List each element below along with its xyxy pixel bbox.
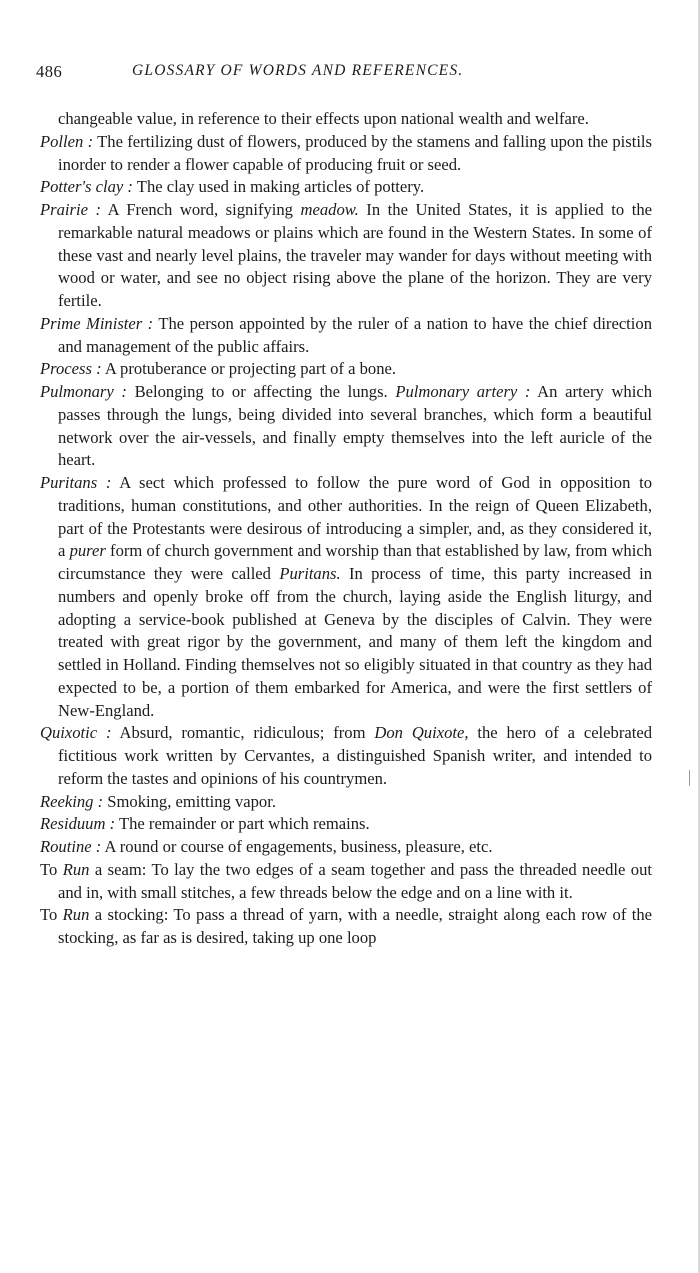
- entry-emphasis: Puritans.: [279, 564, 341, 583]
- glossary-body: [40, 108, 652, 950]
- entry-definition: The clay used in making articles of pottery.: [132, 177, 425, 197]
- entry-definition: A sect which professed to follow the pure word of God in opposition to traditions, human constitutions, and other authorities. In the reign of Queen Elizabeth, part of the Protestants were desirous of introducing a simpler, and, as they considered it, a: [58, 473, 653, 561]
- running-head: GLOSSARY OF WORDS AND REFERENCES.: [132, 62, 464, 79]
- entry-definition-cont: form of church government and worship than that established by law, from which circumstance they were called: [58, 541, 652, 583]
- entry-term: Quixotic :: [40, 723, 112, 743]
- entry-emphasis: meadow.: [300, 200, 359, 219]
- page-number: 486: [36, 62, 63, 81]
- glossary-entry-reeking: [40, 791, 652, 814]
- entry-term: Routine :: [40, 837, 102, 856]
- entry-term: Run: [62, 905, 90, 925]
- glossary-entry-puritans: [40, 472, 652, 722]
- glossary-entry-potters-clay: [40, 176, 652, 199]
- glossary-entry-run-seam: [40, 859, 652, 905]
- entry-definition: The remainder or part which remains.: [115, 814, 370, 834]
- glossary-entry-pollen: [40, 131, 652, 177]
- continuation-text: changeable value, in reference to their effects upon national wealth and welfare.: [58, 109, 589, 128]
- entry-definition: Belonging to or affecting the lungs.: [126, 382, 396, 401]
- entry-emphasis: Don Quixote,: [374, 723, 469, 743]
- margin-mark: [689, 770, 696, 786]
- entry-definition: a stocking: To pass a thread of yarn, with a needle, straight along each row of the stocking, as far as is desired, taking up one loop: [58, 905, 652, 947]
- glossary-entry-quixotic: [40, 722, 652, 790]
- glossary-entry-process: [40, 358, 652, 381]
- entry-prefix: To: [40, 905, 63, 925]
- entry-term: Potter's clay :: [40, 177, 133, 197]
- entry-definition: Smoking, emitting vapor.: [103, 791, 276, 811]
- entry-term: Run: [62, 859, 90, 879]
- glossary-entry-prairie: [40, 199, 652, 313]
- entry-emphasis: purer: [69, 541, 106, 561]
- entry-definition: A protuberance or projecting part of a bone.: [101, 359, 397, 379]
- glossary-entry-run-stocking: [40, 904, 652, 950]
- entry-definition: A French word, signifying: [101, 200, 301, 219]
- entry-term: Residuum :: [40, 814, 116, 834]
- entry-definition-cont: An artery which passes through the lungs, being divided into several branches, which form a beautiful network over the air-vessels, and finally empty themselves into the left auricle of the heart.: [58, 382, 652, 470]
- glossary-entry-pulmonary: [40, 381, 652, 472]
- entry-definition: Absurd, romantic, ridiculous; from: [111, 723, 375, 743]
- entry-term: Reeking :: [40, 791, 104, 811]
- entry-emphasis: Pulmonary artery :: [395, 382, 531, 401]
- entry-definition: The fertilizing dust of flowers, produced by the stamens and falling upon the pistils inorder to render a flower capable of producing fruit or seed.: [58, 131, 652, 174]
- entry-definition-cont: In process of time, this party increased in numbers and openly broke off from the church, laying aside the English liturgy, and adopting a service-book published at Geneva by the disciples of Calvin. They were treated with great rigor by the government, and many of them left the kingdom and settled in Holland. Finding themselves not so eligibly situated in that country as they had expected to be, a portion of them embarked for America, and were the first settlers of New-England.: [58, 564, 652, 720]
- entry-definition-cont: the hero of a celebrated fictitious work written by Cervantes, a distinguished Spanish writer, and intended to reform the tastes and opinions of his countrymen.: [58, 723, 652, 788]
- glossary-entry-residuum: [40, 813, 652, 836]
- glossary-entry-prime-minister: [40, 313, 652, 359]
- entry-term: Pulmonary :: [40, 382, 127, 401]
- entry-definition: a seam: To lay the two edges of a seam together and pass the threaded needle out and in, with small stitches, a few threads below the edge and on a line with it.: [58, 859, 652, 902]
- entry-prefix: To: [40, 859, 63, 879]
- glossary-entry-routine: [40, 836, 652, 859]
- entry-term: Prime Minister :: [40, 313, 154, 333]
- entry-definition: The person appointed by the ruler of a nation to have the chief direction and management of the public affairs.: [58, 313, 652, 356]
- entry-term: Prairie :: [40, 200, 102, 219]
- entry-term: Puritans :: [40, 473, 112, 492]
- entry-term: Pollen :: [40, 131, 94, 151]
- entry-term: Process :: [40, 359, 102, 379]
- entry-definition: A round or course of engagements, business, pleasure, etc.: [101, 837, 493, 856]
- entry-definition-cont: In the United States, it is applied to the remarkable natural meadows or plains which are found in the Western States. In some of these vast and nearly level plains, the traveler may wander for days without meeting with wood or water, and see no object rising above the plane of the horizon. They are very fertile.: [58, 200, 652, 310]
- page-header: [36, 62, 652, 86]
